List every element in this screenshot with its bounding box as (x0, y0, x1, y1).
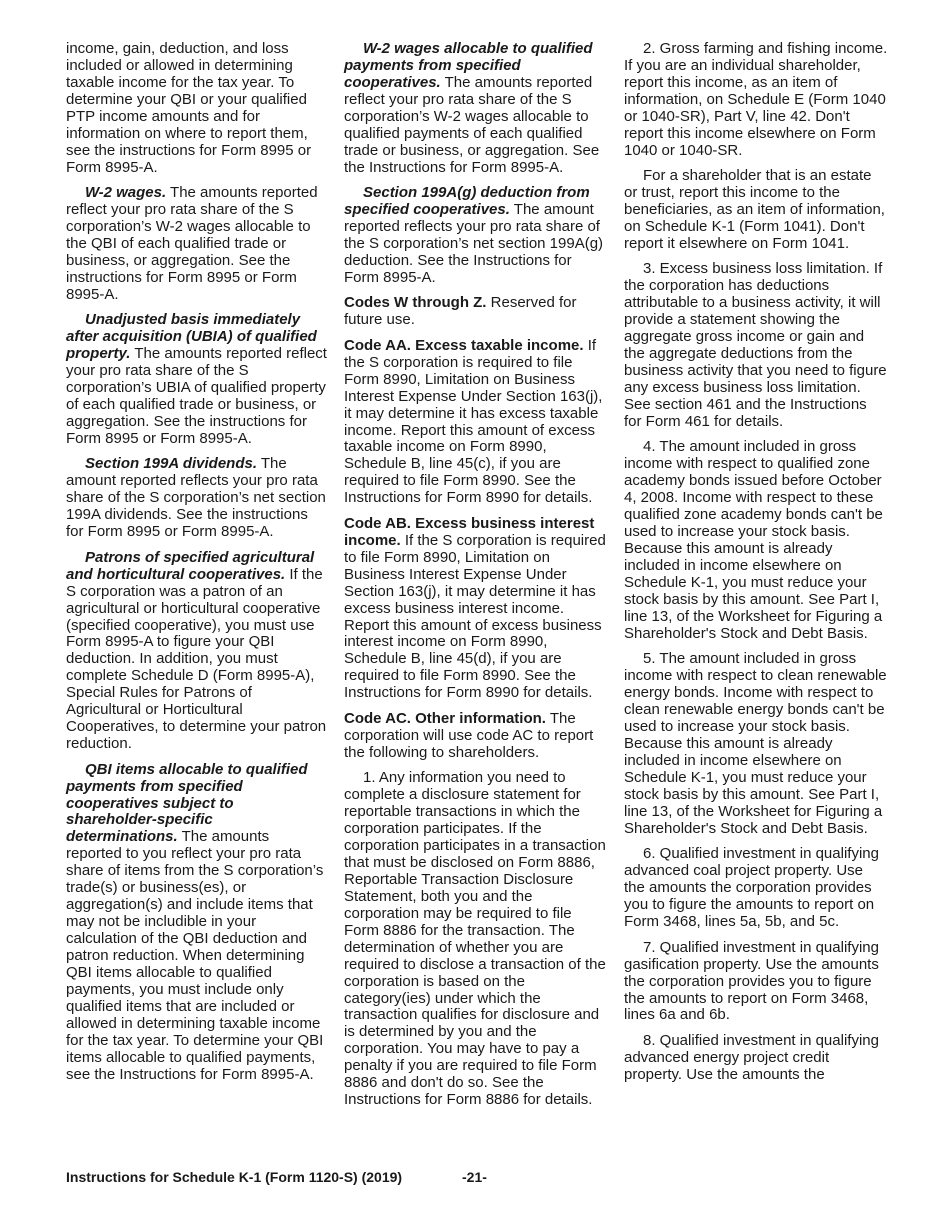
paragraph: 8. Qualified investment in qualifying advanced energy project credit property. Use the amounts the (624, 1031, 879, 1083)
paragraph-heading: Code AC. Other information. (344, 709, 546, 727)
paragraph-body: The amounts reported reflect your pro rata share of the S corporation’s W-2 wages allocable to the QBI of each qualified trade or business, or aggregation. See the instructions for Form 8995 or Form 8995-A. (66, 184, 318, 303)
paragraph: 5. The amount included in gross income with respect to clean renewable energy bonds. Income with respect to clean renewable energy bonds can't be used to increase your stock basis. Because this amount is already included in income elsewhere on Schedule K-1, you must reduce your stock basis by this amount. See Part I, line 13, of the Worksheet for Figuring a Shareholder's Stock and Debt Basis. (624, 650, 887, 837)
paragraph-heading: Unadjusted basis immediately after acquisition (UBIA) of qualified property. (66, 311, 317, 363)
paragraph-body: If the S corporation is required to file Form 8990, Limitation on Business Interest Expense Under Section 163(j), it may determine it has excess taxable income. Report this amount of excess taxable income on Form 8990, Schedule B, line 45(c), if you are required to file Form 8990. See the Instructions for Form 8990 for details. (344, 336, 603, 507)
paragraph-body: If the S corporation is required to file Form 8990, Limitation on Business Interest Expense Under Section 163(j), it may determine it has excess business interest income. Report this amount of excess business interest income on Form 8990, Schedule B, line 45(d), if you are required to file Form 8990. See the Instructions for Form 8990 for details. (344, 531, 606, 702)
column-middle (344, 41, 610, 1118)
paragraph (344, 338, 610, 508)
paragraph-heading: Patrons of specified agricultural and horticultural cooperatives. (66, 548, 315, 583)
paragraph: 2. Gross farming and fishing income. If you are an individual shareholder, report this income, as an item of information, on Schedule E (Form 1040 or 1040-SR), Part V, line 42. Don't report this income elsewhere on Form 1040 or 1040-SR. (624, 40, 888, 159)
column-left (66, 41, 328, 1092)
paragraph-heading: QBI items allocable to qualified payments from specified cooperatives subject to shareholder-specific determinations. (66, 760, 308, 846)
paragraph: 1. Any information you need to complete a disclosure statement for reportable transactions in which the corporation participates. If the corporation participates in a transaction that must be disclosed on Form 8886, Reportable Transaction Disclosure Statement, both you and the corporation may be required to file Form 8886 for the transaction. The determination of whether you are required to disclose a transaction of the corporation is based on the category(ies) under which the transaction qualifies for disclosure and is determined by you and the corporation. You may have to pay a penalty if you are required to file Form 8886 and don't do so. See the Instructions for Form 8886 for details. (344, 769, 606, 1109)
paragraph: 7. Qualified investment in qualifying gasification property. Use the amounts the corporation provides you to figure the amounts to report on Form 3468, lines 6a and 6b. (624, 938, 879, 1024)
paragraph (344, 185, 610, 287)
paragraph-heading: Section 199A(g) deduction from specified cooperatives. (344, 184, 590, 219)
column-right (624, 41, 888, 1092)
paragraph-body: The corporation will use code AC to report the following to shareholders. (344, 709, 594, 761)
paragraph (66, 312, 328, 448)
paragraph-body: The amounts reported reflect your pro rata share of the S corporation’s UBIA of qualified property of each qualified trade or business, or aggregation. See the instructions for Form 8995 or Form 8995-A. (66, 345, 327, 447)
paragraph-heading: Section 199A dividends. (85, 455, 257, 473)
paragraph-body: The amount reported reflects your pro rata share of the S corporation’s net section 199A(g) deduction. See the Instructions for Form 8995-A. (344, 201, 604, 286)
paragraph: 6. Qualified investment in qualifying advanced coal project property. Use the amounts the corporation provides you to figure the amounts to report on Form 3468, lines 5a, 5b, and 5c. (624, 845, 879, 931)
paragraph-body: The amounts reported to you reflect your pro rata share of items from the S corporation’s trade(s) or business(es), or aggregation(s) and include items that may not be includible in your calculation of the QBI deduction and patron reduction. When determining QBI items allocable to qualified payments, you must include only qualified items that are included or allowed in determining taxable income for the tax year. To determine your QBI items allocable to qualified payments, see the Instructions for Form 8995-A. (66, 828, 324, 1083)
paragraph (344, 41, 610, 177)
footer-title: Instructions for Schedule K-1 (Form 1120-S) (2019) (66, 1169, 403, 1185)
paragraph (344, 295, 610, 329)
page-number: -21- (462, 1169, 487, 1185)
paragraph (66, 550, 328, 753)
paragraph-heading: W-2 wages. (85, 184, 167, 202)
paragraph-body: If the S corporation was a patron of an agricultural or horticultural cooperative (specified cooperative), you must use Form 8995-A to figure your QBI deduction. In addition, you must complete Schedule D (Form 8995-A), Special Rules for Patrons of Agricultural or Horticultural Cooperatives, to determine your patron reduction. (66, 565, 327, 753)
paragraph: 4. The amount included in gross income with respect to qualified zone academy bonds issued before October 4, 2008. Income with respect to these qualified zone academy bonds can't be used to increase your stock basis. Because this amount is already included in income elsewhere on Schedule K-1, you must reduce your stock basis by this amount. See Part I, line 13, of the Worksheet for Figuring a Shareholder's Stock and Debt Basis. (624, 438, 883, 642)
paragraph (344, 516, 610, 702)
paragraph-body: The amount reported reflects your pro rata share of the S corporation’s net section 199A dividends. See the instructions for Form 8995 or Form 8995-A. (66, 455, 326, 541)
paragraph-heading: Code AA. Excess taxable income. (344, 336, 584, 354)
paragraph-body: Reserved for future use. (344, 294, 577, 329)
paragraph (344, 711, 610, 762)
paragraph-heading: Code AB. Excess business interest income. (344, 514, 595, 549)
paragraph: income, gain, deduction, and loss included or allowed in determining taxable income for the tax year. To determine your QBI or your qualified PTP income amounts and for information on where to report them, see the instructions for Form 8995 or Form 8995-A. (66, 40, 312, 176)
paragraph-heading: Codes W through Z. (344, 294, 487, 312)
paragraph-body: The amounts reported reflect your pro rata share of the S corporation’s W-2 wages allocable to qualified payments of each qualified trade or business, or aggregation. See the Instructions for Form 8995-A. (344, 73, 600, 176)
paragraph: For a shareholder that is an estate or trust, report this income to the beneficiaries, as an item of information, on Schedule K-1 (Form 1041). Don't report it elsewhere on Form 1041. (624, 167, 885, 252)
paragraph-heading: W-2 wages allocable to qualified payments from specified cooperatives. (344, 40, 593, 91)
paragraph (66, 762, 328, 1084)
paragraph (66, 185, 328, 304)
paragraph: 3. Excess business loss limitation. If the corporation has deductions attributable to a business activity, it will provide a statement showing the aggregate gross income or gain and the aggregate deductions from the business activity that you need to figure any excess business loss limitation. See section 461 and the Instructions for Form 461 for details. (624, 260, 887, 431)
paragraph (66, 456, 328, 541)
